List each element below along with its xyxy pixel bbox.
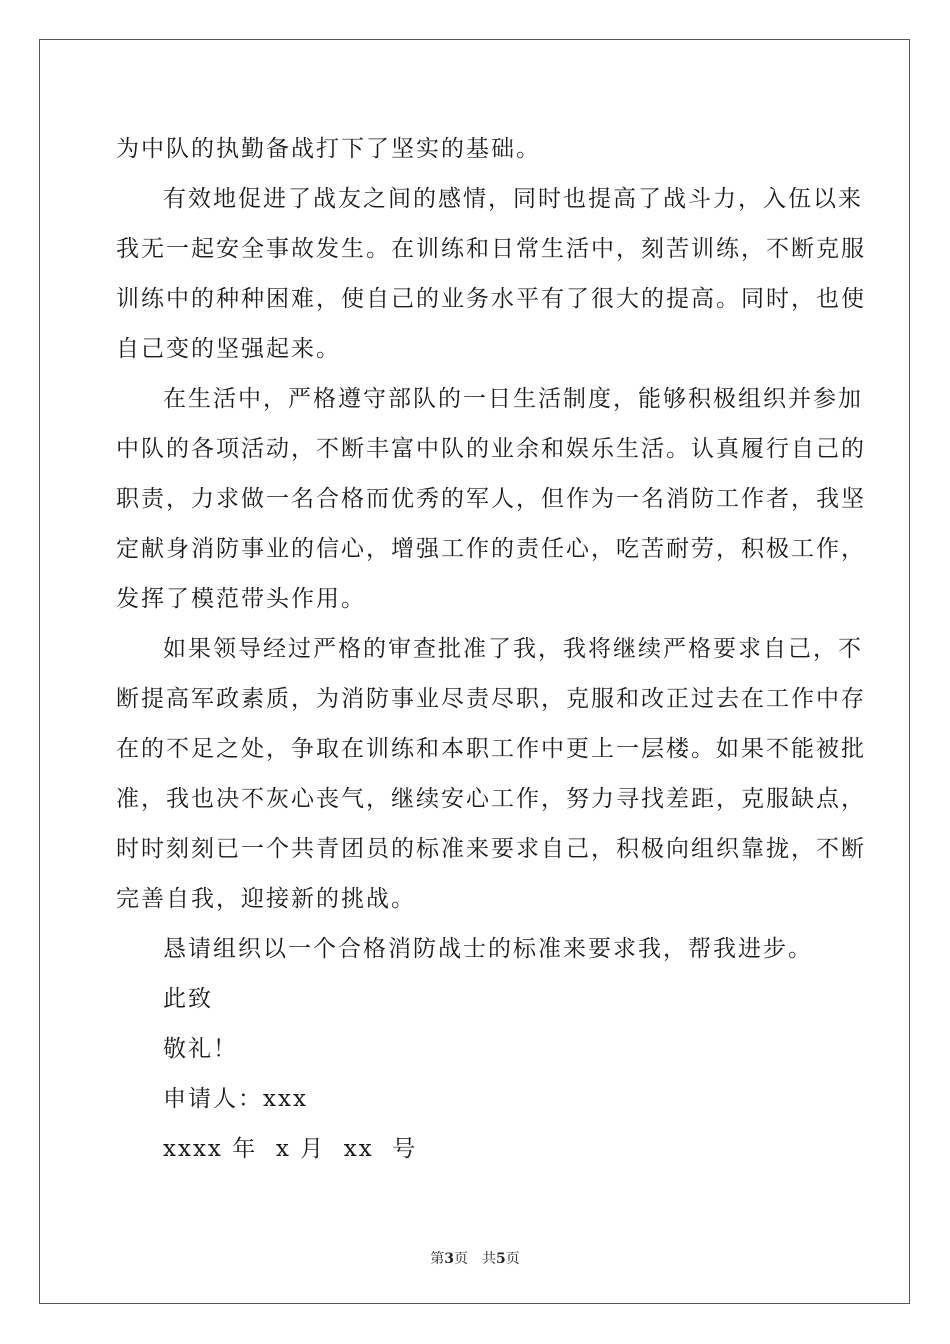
- page-total: 5: [496, 1251, 506, 1267]
- paragraph-start-line: 有效地促进了战友之间的感情，同时也提高了战斗力，入伍以来: [163, 186, 863, 212]
- salute-line: 敬礼！: [163, 1036, 238, 1062]
- closing-line: 此致: [163, 986, 213, 1012]
- text-line: 我无一起安全事故发生。在训练和日常生活中，刻苦训练，不断克服: [116, 236, 866, 262]
- text-line: 职责，力求做一名合格而优秀的军人，但作为一名消防工作者，我坚: [116, 486, 866, 512]
- date-line: xxxx 年 x 月 xx 号: [163, 1136, 418, 1162]
- text-line: 定献身消防事业的信心，增强工作的责任心，吃苦耐劳，积极工作，: [116, 536, 866, 562]
- document-body: [116, 124, 866, 1174]
- page-current: 3: [444, 1251, 454, 1267]
- text-line: 为中队的执勤备战打下了坚实的基础。: [116, 136, 541, 162]
- text-line: 在的不足之处，争取在训练和本职工作中更上一层楼。如果不能被批: [116, 736, 866, 762]
- request-line: 恳请组织以一个合格消防战士的标准来要求我，帮我进步。: [163, 936, 813, 962]
- text-line: 自己变的坚强起来。: [116, 336, 341, 362]
- paragraph-start-line: 在生活中，严格遵守部队的一日生活制度，能够积极组织并参加: [163, 386, 863, 412]
- page-number-footer: [0, 1248, 950, 1268]
- text-line: 中队的各项活动，不断丰富中队的业余和娱乐生活。认真履行自己的: [116, 436, 866, 462]
- page-prefix: 第: [430, 1251, 445, 1267]
- text-line: 准，我也决不灰心丧气，继续安心工作，努力寻找差距，克服缺点，: [116, 786, 866, 812]
- text-line: 发挥了模范带头作用。: [116, 586, 366, 612]
- text-line: 时时刻刻已一个共青团员的标准来要求自己，积极向组织靠拢，不断: [116, 836, 866, 862]
- text-line: 训练中的种种困难，使自己的业务水平有了很大的提高。同时，也使: [116, 286, 866, 312]
- total-suffix: 页: [505, 1251, 520, 1267]
- total-prefix: 共: [482, 1251, 496, 1267]
- text-line: 断提高军政素质，为消防事业尽责尽职，克服和改正过去在工作中存: [116, 686, 866, 712]
- page-suffix: 页: [454, 1251, 468, 1267]
- applicant-line: 申请人：xxx: [163, 1086, 308, 1112]
- paragraph-start-line: 如果领导经过严格的审查批准了我，我将继续严格要求自己，不: [163, 636, 863, 662]
- text-line: 完善自我，迎接新的挑战。: [116, 886, 416, 912]
